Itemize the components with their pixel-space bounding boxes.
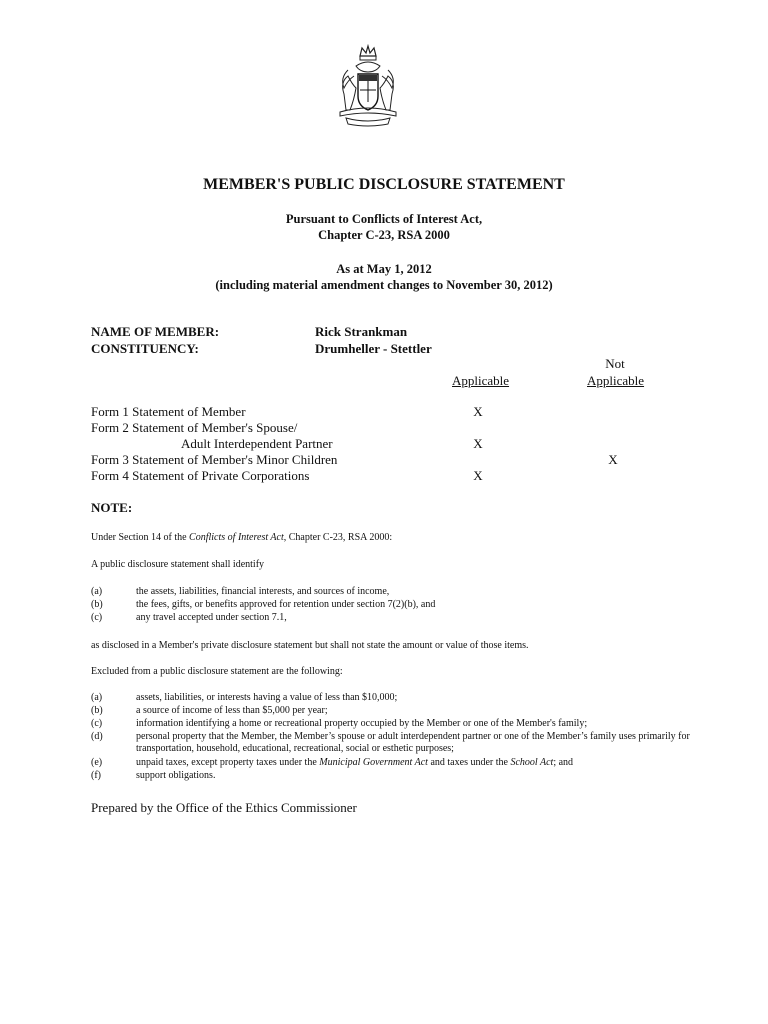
item-e-post: ; and (553, 757, 574, 768)
list-key: (d) (91, 731, 103, 742)
form4-applicable-mark: X (473, 468, 483, 483)
form1-label: Form 1 Statement of Member (91, 404, 246, 419)
form3-label: Form 3 Statement of Member's Minor Children (91, 452, 338, 467)
note-intro (91, 532, 392, 544)
constituency-label: CONSTITUENCY: (91, 341, 199, 356)
not-applicable-header-line2: Applicable (587, 373, 645, 388)
note-intro-post: , Chapter C-23, RSA 2000: (283, 532, 393, 543)
item-e-act1: Municipal Government Act (319, 757, 428, 768)
list-key: (e) (91, 757, 103, 768)
list-key: (a) (91, 692, 103, 703)
list-text (136, 757, 696, 769)
list-key: (c) (91, 718, 103, 729)
list-text: the assets, liabilities, financial interests, and sources of income, (136, 586, 390, 597)
constituency-value: Drumheller - Stettler (315, 341, 432, 356)
form2-label-line2: Adult Interdependent Partner (181, 436, 333, 451)
list-key: (c) (91, 612, 103, 623)
item-e-pre: unpaid taxes, except property taxes under the (136, 757, 320, 768)
item-e-mid: and taxes under the (427, 757, 511, 768)
list-text: support obligations. (136, 770, 216, 781)
form2-applicable-mark: X (473, 436, 483, 451)
list-text: the fees, gifts, or benefits approved for retention under section 7(2)(b), and (136, 599, 436, 610)
list-key: (b) (91, 599, 103, 610)
prepared-by: Prepared by the Office of the Ethics Commissioner (91, 800, 357, 815)
item-e-act2: School Act (510, 757, 554, 768)
member-name-value: Rick Strankman (315, 324, 408, 339)
list-key: (a) (91, 586, 103, 597)
form2-label-line1: Form 2 Statement of Member's Spouse/ (91, 420, 298, 435)
list-key: (b) (91, 705, 103, 716)
not-applicable-header-line1: Not (605, 356, 625, 371)
list-text: any travel accepted under section 7.1, (136, 612, 287, 623)
form4-label: Form 4 Statement of Private Corporations (91, 468, 310, 483)
list-text: a source of income of less than $5,000 per year; (136, 705, 328, 716)
form1-applicable-mark: X (473, 404, 483, 419)
list-text: assets, liabilities, or interests having a value of less than $10,000; (136, 692, 398, 703)
list-text: information identifying a home or recreational property occupied by the Member or one of the Member's family; (136, 718, 588, 729)
list-text: personal property that the Member, the Member’s spouse or adult interdependent partner or one of the Member’s family uses primarily for transportation, household, educational, recreational, social or esthetic purposes; (136, 731, 690, 754)
member-name-label: NAME OF MEMBER: (91, 324, 220, 339)
form3-not-applicable-mark: X (608, 452, 618, 467)
document-title: MEMBER'S PUBLIC DISCLOSURE STATEMENT (203, 176, 565, 193)
note-heading: NOTE: (91, 500, 133, 515)
note-intro-pre: Under Section 14 of the (91, 532, 190, 543)
statement-date: As at May 1, 2012 (336, 262, 432, 276)
coat-of-arms-crest (326, 44, 410, 128)
note-disclosed: as disclosed in a Member's private disclosure statement but shall not state the amount or value of those items. (91, 640, 529, 651)
note-intro-act: Conflicts of Interest Act (189, 532, 284, 543)
note-identify: A public disclosure statement shall identify (91, 559, 265, 570)
document-subtitle-line2: Chapter C-23, RSA 2000 (318, 228, 450, 242)
applicable-header: Applicable (452, 373, 510, 388)
note-excluded: Excluded from a public disclosure statement are the following: (91, 666, 343, 677)
list-key: (f) (91, 770, 101, 781)
document-subtitle-line1: Pursuant to Conflicts of Interest Act, (285, 212, 483, 226)
statement-amendment-note: (including material amendment changes to November 30, 2012) (215, 278, 553, 292)
